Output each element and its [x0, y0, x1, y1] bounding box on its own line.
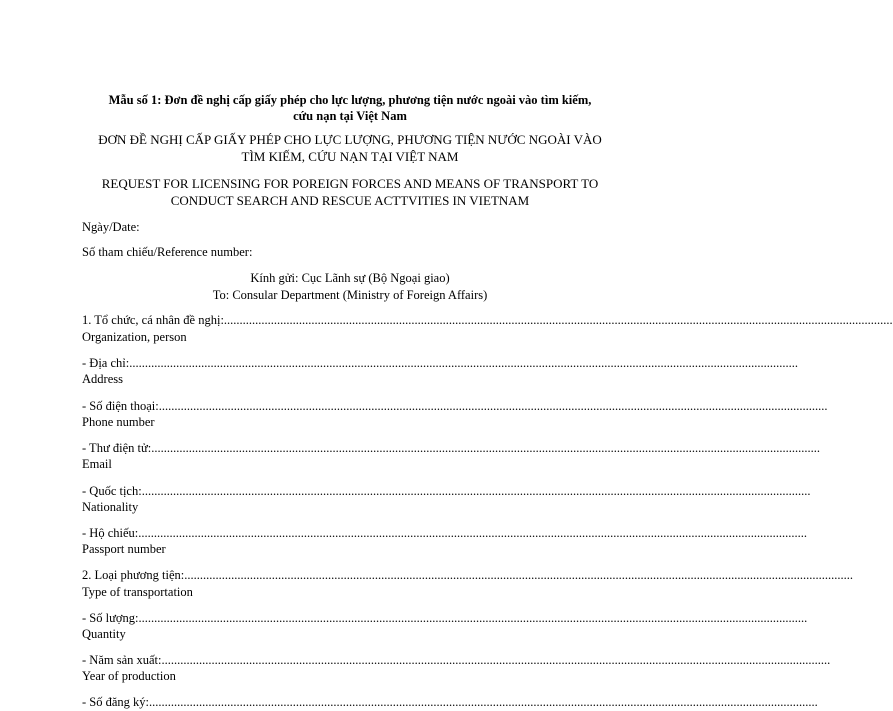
- addressee-vi: Kính gửi: Cục Lãnh sự (Bộ Ngoại giao): [250, 271, 450, 285]
- field-label: - Số điện thoại:: [82, 399, 159, 413]
- field-label-en: Year of production: [82, 669, 176, 683]
- title-en-line-1: REQUEST FOR LICENSING FOR POREIGN FORCES AND MEANS OF TRANSPORT TO: [101, 176, 599, 191]
- fill-in-dots: ......................................................................................................................................................................................................................: [141, 484, 811, 498]
- field-quantity[interactable]: [82, 610, 808, 627]
- date-label: Ngày/Date:: [82, 220, 140, 234]
- field-organization[interactable]: [82, 312, 893, 329]
- fill-in-dots: ......................................................................................................................................................................................................................: [138, 526, 807, 540]
- field-label: - Thư điện tử:: [82, 441, 152, 455]
- field-email[interactable]: [82, 440, 820, 457]
- field-transport-type[interactable]: [82, 567, 854, 584]
- field-label: 2. Loại phương tiện:: [82, 568, 185, 582]
- field-label-en: Email: [82, 457, 112, 471]
- field-label-en: Type of transportation: [82, 585, 193, 599]
- reference-number-label: Số tham chiếu/Reference number:: [82, 245, 253, 259]
- field-label: - Quốc tịch:: [82, 484, 142, 498]
- fill-in-dots: ......................................................................................................................................................................................................................: [184, 568, 854, 582]
- field-label-en: Organization, person: [82, 330, 187, 344]
- field-nationality[interactable]: [82, 483, 811, 500]
- field-label: - Năm sản xuất:: [82, 653, 162, 667]
- field-label-en: Phone number: [82, 415, 155, 429]
- field-passport[interactable]: [82, 525, 807, 542]
- title-vi-line-1: ĐƠN ĐỀ NGHỊ CẤP GIẤY PHÉP CHO LỰC LƯỢNG, PHƯƠNG TIỆN NƯỚC NGOÀI VÀO: [98, 132, 602, 147]
- form-number-line-2: cứu nạn tại Việt Nam: [293, 109, 407, 123]
- fill-in-dots: ......................................................................................................................................................................................................................: [129, 356, 798, 370]
- field-label-en: Quantity: [82, 627, 126, 641]
- field-registration-number[interactable]: [82, 694, 818, 711]
- fill-in-dots: ......................................................................................................................................................................................................................: [151, 441, 820, 455]
- field-address[interactable]: [82, 355, 798, 372]
- field-label: - Số đăng ký:: [82, 695, 150, 709]
- addressee-en: To: Consular Department (Ministry of Foreign Affairs): [212, 288, 488, 302]
- field-label-en: Address: [82, 372, 123, 386]
- title-en-line-2: CONDUCT SEARCH AND RESCUE ACTTVITIES IN VIETNAM: [170, 193, 530, 208]
- field-label-en: Nationality: [82, 500, 139, 514]
- title-vi-line-2: TÌM KIẾM, CỨU NẠN TẠI VIỆT NAM: [241, 149, 459, 164]
- fill-in-dots: ......................................................................................................................................................................................................................: [149, 695, 818, 709]
- field-label: - Số lượng:: [82, 611, 139, 625]
- fill-in-dots: ......................................................................................................................................................................................................................: [223, 313, 893, 327]
- field-label: 1. Tổ chức, cá nhân đề nghị:: [82, 313, 224, 327]
- field-label-en: Passport number: [82, 542, 166, 556]
- fill-in-dots: ......................................................................................................................................................................................................................: [158, 399, 828, 413]
- field-label: - Địa chỉ:: [82, 356, 130, 370]
- fill-in-dots: ......................................................................................................................................................................................................................: [161, 653, 831, 667]
- fill-in-dots: ......................................................................................................................................................................................................................: [138, 611, 808, 625]
- form-number-line-1: Mẫu số 1: Đơn đề nghị cấp giấy phép cho lực lượng, phương tiện nước ngoài vào tìm kiếm,: [108, 93, 592, 107]
- field-phone[interactable]: [82, 398, 828, 415]
- field-year-of-production[interactable]: [82, 652, 831, 669]
- field-label: - Hộ chiếu:: [82, 526, 139, 540]
